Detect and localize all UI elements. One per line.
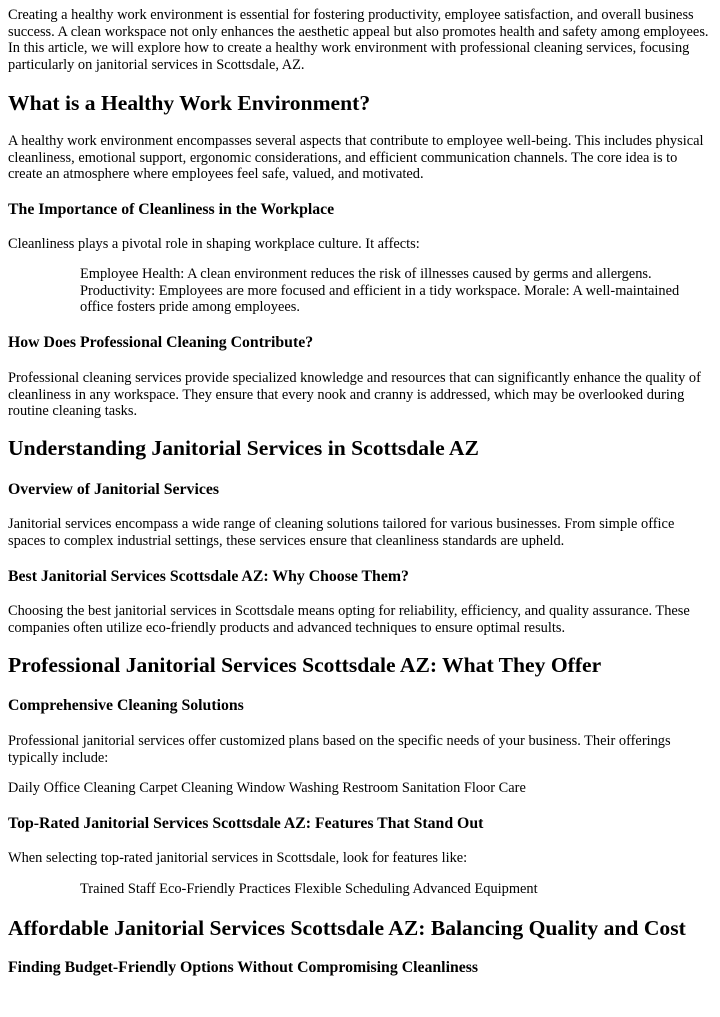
top-rated-paragraph: When selecting top-rated janitorial services in Scottsdale, look for features like:	[8, 850, 468, 866]
best-services-paragraph: Choosing the best janitorial services in Scottsdale means opting for reliability, efficiency, and quality assurance. These companies often utilize eco-friendly products and advanced techniques to ensure optimal results.	[8, 603, 690, 636]
subheading-budget-friendly: Finding Budget-Friendly Options Without Compromising Cleanliness	[8, 959, 479, 976]
subheading-comprehensive-solutions: Comprehensive Cleaning Solutions	[8, 697, 244, 714]
section-heading-healthy-environment: What is a Healthy Work Environment?	[8, 91, 371, 115]
cleanliness-paragraph: Cleanliness plays a pivotal role in shaping workplace culture. It affects:	[8, 236, 420, 252]
professional-cleaning-paragraph: Professional cleaning services provide specialized knowledge and resources that can significantly enhance the quality of cleanliness in any workspace. They ensure that every nook and cranny is addressed, which may be overlooked during routine cleaning tasks.	[8, 370, 701, 420]
section-heading-affordable-services: Affordable Janitorial Services Scottsdale AZ: Balancing Quality and Cost	[8, 916, 686, 940]
overview-paragraph: Janitorial services encompass a wide range of cleaning solutions tailored for various businesses. From simple office spaces to complex industrial settings, these services ensure that cleanliness standards are upheld.	[8, 516, 675, 549]
subheading-overview: Overview of Janitorial Services	[8, 481, 220, 498]
healthy-environment-paragraph: A healthy work environment encompasses several aspects that contribute to employee well-being. This includes physical cleanliness, emotional support, ergonomic considerations, and efficient communication channels. The core idea is to create an atmosphere where employees feel safe, valued, and motivated.	[8, 133, 704, 183]
subheading-best-services: Best Janitorial Services Scottsdale AZ: Why Choose Them?	[8, 568, 409, 585]
section-heading-what-they-offer: Professional Janitorial Services Scottsdale AZ: What They Offer	[8, 653, 602, 677]
features-quote	[80, 881, 712, 898]
subheading-professional-cleaning: How Does Professional Cleaning Contribute?	[8, 334, 314, 351]
subheading-importance-of-cleanliness: The Importance of Cleanliness in the Workplace	[8, 201, 335, 218]
intro-paragraph: Creating a healthy work environment is essential for fostering productivity, employee satisfaction, and overall business success. A clean workspace not only enhances the aesthetic appeal but also promotes health and safety among employees. In this article, we will explore how to create a healthy work environment with professional cleaning services, focusing particularly on janitorial services in Scottsdale, AZ.	[8, 7, 709, 73]
cleanliness-effects-quote	[80, 266, 712, 316]
cleanliness-effects-text: Employee Health: A clean environment reduces the risk of illnesses caused by germs and allergens. Productivity: Employees are more focused and efficient in a tidy workspace. Morale: A well-maintained office fosters pride among employees.	[80, 266, 680, 316]
offerings-list: Daily Office Cleaning Carpet Cleaning Window Washing Restroom Sanitation Floor Care	[8, 780, 526, 796]
features-text: Trained Staff Eco-Friendly Practices Flexible Scheduling Advanced Equipment	[80, 881, 538, 897]
subheading-top-rated-features: Top-Rated Janitorial Services Scottsdale AZ: Features That Stand Out	[8, 815, 484, 832]
comprehensive-solutions-paragraph: Professional janitorial services offer customized plans based on the specific needs of your business. Their offerings typically include:	[8, 733, 671, 766]
section-heading-janitorial-services: Understanding Janitorial Services in Scottsdale AZ	[8, 436, 479, 460]
